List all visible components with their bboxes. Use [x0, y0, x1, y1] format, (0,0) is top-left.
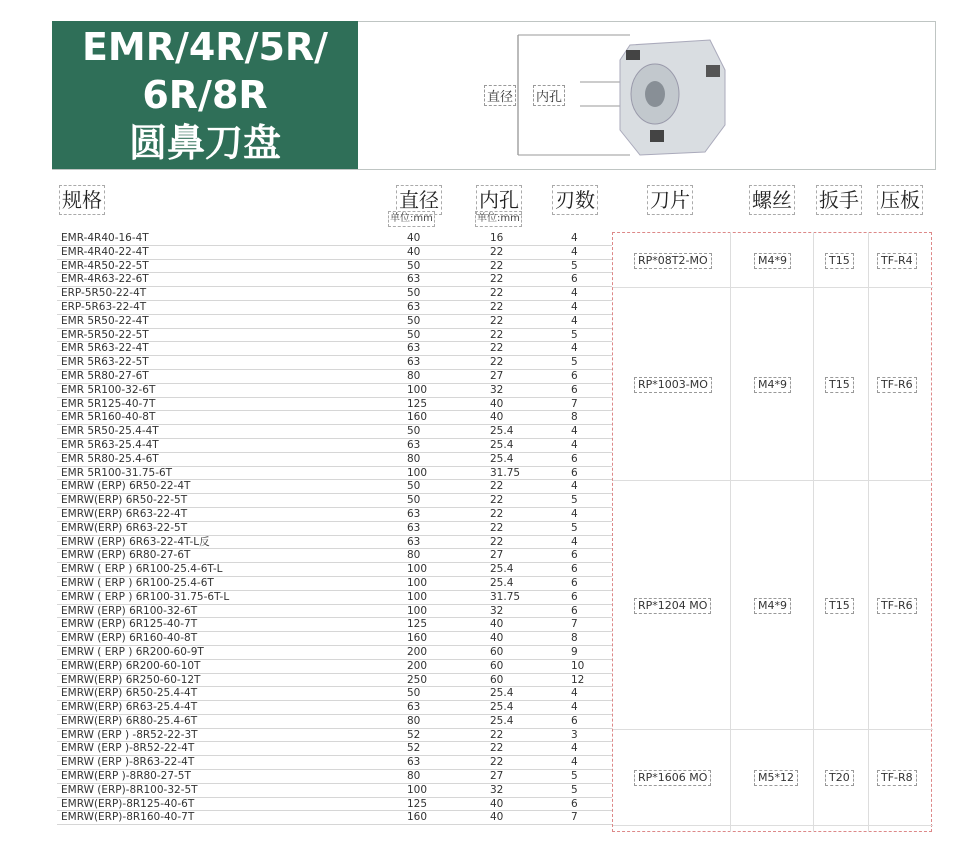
- wrench-cell: T20: [826, 771, 853, 785]
- row-bore: 32: [490, 604, 504, 617]
- row-diameter: 63: [407, 701, 421, 714]
- spec-table: [57, 232, 612, 825]
- row-diameter: 80: [407, 714, 421, 727]
- row-bore: 25.4: [490, 452, 514, 465]
- row-diameter: 200: [407, 659, 428, 672]
- row-spec: EMRW (ERP) 6R63-22-4T-L反: [61, 535, 210, 548]
- row-spec: EMRW(ERP) 6R63-22-5T: [61, 521, 188, 534]
- row-teeth: 5: [571, 521, 578, 534]
- row-spec: EMR-4R40-16-4T: [61, 232, 149, 244]
- row-teeth: 6: [571, 714, 578, 727]
- row-bore: 40: [490, 411, 504, 424]
- row-teeth: 4: [571, 507, 578, 520]
- row-spec: EMRW (ERP ) -8R52-22-3T: [61, 728, 198, 741]
- row-spec: ERP-5R63-22-4T: [61, 300, 147, 313]
- row-diameter: 160: [407, 632, 428, 645]
- row-spec: EMRW(ERP) 6R50-25.4-4T: [61, 687, 198, 700]
- table-row: [57, 508, 612, 522]
- row-diameter: 63: [407, 756, 421, 769]
- row-teeth: 4: [571, 232, 578, 244]
- row-spec: EMR 5R160-40-8T: [61, 411, 156, 424]
- row-spec: EMRW(ERP)-8R160-40-7T: [61, 811, 195, 824]
- table-row: [57, 646, 612, 660]
- table-row: [57, 536, 612, 550]
- wrench-cell: T15: [826, 378, 853, 392]
- title-line-3: 圆鼻刀盘: [128, 121, 281, 165]
- divider: [730, 232, 731, 832]
- table-row: [57, 701, 612, 715]
- table-row: [57, 384, 612, 398]
- table-row: [57, 425, 612, 439]
- table-row: [57, 674, 612, 688]
- row-bore: 32: [490, 383, 504, 396]
- row-diameter: 100: [407, 563, 428, 576]
- row-teeth: 9: [571, 645, 578, 658]
- row-diameter: 100: [407, 604, 428, 617]
- row-diameter: 50: [407, 425, 421, 438]
- table-row: [57, 439, 612, 453]
- table-row: [57, 577, 612, 591]
- table-row: [57, 260, 612, 274]
- row-diameter: 100: [407, 466, 428, 479]
- row-spec: EMRW (ERP) 6R125-40-7T: [61, 618, 198, 631]
- row-spec: EMR-5R50-22-5T: [61, 328, 149, 341]
- header-diameter: 直径: [399, 188, 439, 212]
- row-teeth: 12: [571, 673, 585, 686]
- table-row: [57, 591, 612, 605]
- table-row: [57, 246, 612, 260]
- row-bore: 40: [490, 797, 504, 810]
- row-teeth: 4: [571, 425, 578, 438]
- row-bore: 16: [490, 232, 504, 244]
- title-line-1: EMR/4R/5R/: [81, 25, 329, 69]
- row-diameter: 100: [407, 383, 428, 396]
- row-diameter: 50: [407, 480, 421, 493]
- row-bore: 22: [490, 480, 504, 493]
- row-teeth: 6: [571, 797, 578, 810]
- row-spec: EMRW (ERP) 6R160-40-8T: [61, 632, 198, 645]
- row-teeth: 5: [571, 494, 578, 507]
- clamp-cell: TF-R6: [878, 378, 916, 392]
- row-spec: EMRW (ERP) 6R50-22-4T: [61, 480, 191, 493]
- row-diameter: 50: [407, 259, 421, 272]
- row-teeth: 6: [571, 549, 578, 562]
- row-bore: 25.4: [490, 576, 514, 589]
- row-teeth: 4: [571, 480, 578, 493]
- row-diameter: 63: [407, 300, 421, 313]
- row-bore: 40: [490, 618, 504, 631]
- row-teeth: 6: [571, 576, 578, 589]
- row-spec: EMR 5R63-25.4-4T: [61, 438, 159, 451]
- row-bore: 22: [490, 742, 504, 755]
- row-diameter: 63: [407, 273, 421, 286]
- row-teeth: 4: [571, 342, 578, 355]
- row-teeth: 7: [571, 618, 578, 631]
- row-spec: EMR 5R63-22-5T: [61, 356, 149, 369]
- table-row: [57, 784, 612, 798]
- table-row: [57, 605, 612, 619]
- row-diameter: 50: [407, 494, 421, 507]
- table-row: [57, 301, 612, 315]
- table-row: [57, 522, 612, 536]
- row-bore: 32: [490, 783, 504, 796]
- row-diameter: 52: [407, 742, 421, 755]
- row-diameter: 63: [407, 507, 421, 520]
- row-spec: EMRW(ERP) 6R63-22-4T: [61, 507, 188, 520]
- row-bore: 22: [490, 494, 504, 507]
- row-teeth: 6: [571, 273, 578, 286]
- row-teeth: 7: [571, 811, 578, 824]
- cutter-illustration: [480, 30, 740, 160]
- row-spec: EMRW ( ERP ) 6R100-25.4-6T-L: [61, 563, 223, 576]
- table-row: [57, 494, 612, 508]
- row-spec: EMR 5R100-31.75-6T: [61, 466, 173, 479]
- row-teeth: 4: [571, 287, 578, 300]
- row-teeth: 5: [571, 770, 578, 783]
- screw-cell: M4*9: [755, 254, 790, 268]
- row-teeth: 5: [571, 783, 578, 796]
- cutter-diagram: [480, 30, 740, 160]
- row-spec: EMRW(ERP) 6R63-25.4-4T: [61, 701, 198, 714]
- row-teeth: 4: [571, 314, 578, 327]
- table-row: [57, 480, 612, 494]
- screw-cell: M5*12: [755, 771, 797, 785]
- table-row: [57, 563, 612, 577]
- table-row: [57, 729, 612, 743]
- row-spec: EMR-4R40-22-4T: [61, 245, 149, 258]
- row-teeth: 6: [571, 563, 578, 576]
- row-spec: EMR 5R100-32-6T: [61, 383, 156, 396]
- row-teeth: 6: [571, 452, 578, 465]
- table-row: [57, 715, 612, 729]
- row-diameter: 50: [407, 314, 421, 327]
- table-row: [57, 687, 612, 701]
- table-row: [57, 467, 612, 481]
- row-spec: EMRW(ERP) 6R50-22-5T: [61, 494, 188, 507]
- header-bore: 内孔: [479, 188, 519, 212]
- row-spec: EMR 5R50-25.4-4T: [61, 425, 159, 438]
- row-diameter: 52: [407, 728, 421, 741]
- row-diameter: 63: [407, 521, 421, 534]
- accessory-group: [613, 233, 933, 288]
- row-teeth: 4: [571, 687, 578, 700]
- row-bore: 27: [490, 770, 504, 783]
- header-insert: 刀片: [650, 188, 690, 212]
- row-teeth: 8: [571, 411, 578, 424]
- row-diameter: 50: [407, 287, 421, 300]
- row-diameter: 125: [407, 397, 428, 410]
- row-bore: 22: [490, 756, 504, 769]
- accessory-group: [613, 481, 933, 729]
- row-bore: 60: [490, 673, 504, 686]
- row-bore: 25.4: [490, 714, 514, 727]
- wrench-cell: T15: [826, 254, 853, 268]
- row-bore: 22: [490, 507, 504, 520]
- header-wrench: 扳手: [819, 188, 859, 212]
- row-bore: 60: [490, 659, 504, 672]
- header-teeth: 刃数: [555, 188, 595, 212]
- screw-cell: M4*9: [755, 378, 790, 392]
- table-row: [57, 811, 612, 825]
- row-teeth: 4: [571, 438, 578, 451]
- row-diameter: 80: [407, 369, 421, 382]
- insert-cell: RP*08T2-MO: [635, 254, 711, 268]
- row-teeth: 3: [571, 728, 578, 741]
- row-bore: 22: [490, 728, 504, 741]
- row-diameter: 80: [407, 452, 421, 465]
- table-row: [57, 370, 612, 384]
- row-bore: 22: [490, 245, 504, 258]
- table-row: [57, 756, 612, 770]
- row-bore: 27: [490, 369, 504, 382]
- table-row: [57, 549, 612, 563]
- table-row: [57, 329, 612, 343]
- row-teeth: 7: [571, 397, 578, 410]
- row-teeth: 10: [571, 659, 585, 672]
- row-teeth: 4: [571, 535, 578, 548]
- row-spec: EMR-4R50-22-5T: [61, 259, 149, 272]
- table-row: [57, 287, 612, 301]
- row-bore: 22: [490, 259, 504, 272]
- row-teeth: 4: [571, 701, 578, 714]
- row-spec: EMR 5R63-22-4T: [61, 342, 149, 355]
- row-diameter: 63: [407, 356, 421, 369]
- row-spec: EMRW (ERP) 6R80-27-6T: [61, 549, 191, 562]
- row-bore: 25.4: [490, 425, 514, 438]
- row-bore: 22: [490, 521, 504, 534]
- row-bore: 40: [490, 632, 504, 645]
- row-spec: EMR 5R50-22-4T: [61, 314, 149, 327]
- table-row: [57, 342, 612, 356]
- wrench-cell: T15: [826, 599, 853, 613]
- row-spec: EMRW (ERP)-8R100-32-5T: [61, 783, 198, 796]
- table-row: [57, 453, 612, 467]
- table-row: [57, 770, 612, 784]
- row-teeth: 6: [571, 590, 578, 603]
- table-row: [57, 356, 612, 370]
- row-diameter: 50: [407, 328, 421, 341]
- unit-label-diameter: 单位:mm: [390, 213, 433, 224]
- row-spec: EMRW ( ERP ) 6R100-31.75-6T-L: [61, 590, 230, 603]
- row-bore: 22: [490, 535, 504, 548]
- accessory-group: [613, 730, 933, 827]
- row-spec: EMR-4R63-22-6T: [61, 273, 149, 286]
- row-diameter: 250: [407, 673, 428, 686]
- row-bore: 22: [490, 314, 504, 327]
- row-spec: EMRW(ERP) 6R80-25.4-6T: [61, 714, 198, 727]
- row-bore: 31.75: [490, 466, 521, 479]
- row-bore: 22: [490, 356, 504, 369]
- title-line-2: 6R/8R: [142, 73, 268, 117]
- header-screw: 螺丝: [752, 188, 792, 212]
- row-diameter: 160: [407, 811, 428, 824]
- row-teeth: 6: [571, 383, 578, 396]
- table-row: [57, 273, 612, 287]
- row-bore: 22: [490, 287, 504, 300]
- row-diameter: 125: [407, 618, 428, 631]
- table-row: [57, 411, 612, 425]
- table-row: [57, 660, 612, 674]
- row-bore: 40: [490, 397, 504, 410]
- row-bore: 27: [490, 549, 504, 562]
- row-spec: EMRW(ERP) 6R200-60-10T: [61, 659, 201, 672]
- row-spec: EMRW(ERP )-8R80-27-5T: [61, 770, 191, 783]
- row-spec: EMRW(ERP)-8R125-40-6T: [61, 797, 195, 810]
- row-diameter: 40: [407, 245, 421, 258]
- row-teeth: 4: [571, 300, 578, 313]
- row-bore: 22: [490, 328, 504, 341]
- row-diameter: 80: [407, 549, 421, 562]
- clamp-cell: TF-R8: [878, 771, 916, 785]
- row-spec: EMR 5R125-40-7T: [61, 397, 156, 410]
- table-row: [57, 798, 612, 812]
- table-row: [57, 618, 612, 632]
- diameter-label: 直径: [485, 86, 515, 105]
- row-spec: EMRW(ERP) 6R250-60-12T: [61, 673, 201, 686]
- table-row: [57, 398, 612, 412]
- insert-cell: RP*1204 MO: [635, 599, 710, 613]
- divider: [813, 232, 814, 832]
- row-teeth: 5: [571, 356, 578, 369]
- row-bore: 40: [490, 811, 504, 824]
- clamp-cell: TF-R4: [878, 254, 916, 268]
- row-diameter: 50: [407, 687, 421, 700]
- row-diameter: 80: [407, 770, 421, 783]
- row-diameter: 200: [407, 645, 428, 658]
- row-teeth: 8: [571, 632, 578, 645]
- row-bore: 22: [490, 342, 504, 355]
- row-bore: 25.4: [490, 687, 514, 700]
- row-teeth: 6: [571, 369, 578, 382]
- accessory-table: [612, 232, 932, 832]
- header-clamp: 压板: [880, 188, 920, 212]
- row-bore: 22: [490, 300, 504, 313]
- row-diameter: 40: [407, 232, 421, 244]
- row-diameter: 100: [407, 590, 428, 603]
- row-teeth: 6: [571, 466, 578, 479]
- row-teeth: 5: [571, 259, 578, 272]
- row-diameter: 63: [407, 438, 421, 451]
- row-spec: EMRW ( ERP ) 6R200-60-9T: [61, 645, 204, 658]
- table-row: [57, 742, 612, 756]
- row-bore: 25.4: [490, 701, 514, 714]
- row-teeth: 5: [571, 328, 578, 341]
- row-bore: 60: [490, 645, 504, 658]
- unit-label-bore: 单位:mm: [477, 213, 520, 224]
- divider: [868, 232, 869, 832]
- row-bore: 31.75: [490, 590, 521, 603]
- row-spec: EMR 5R80-27-6T: [61, 369, 149, 382]
- row-diameter: 100: [407, 576, 428, 589]
- row-teeth: 4: [571, 756, 578, 769]
- title-panel: [52, 21, 358, 169]
- row-diameter: 63: [407, 342, 421, 355]
- row-teeth: 4: [571, 245, 578, 258]
- insert-cell: RP*1606 MO: [635, 771, 710, 785]
- row-diameter: 63: [407, 535, 421, 548]
- bore-label: 内孔: [534, 86, 564, 105]
- insert-cell: RP*1003-MO: [635, 378, 711, 392]
- row-diameter: 125: [407, 797, 428, 810]
- accessory-group: [613, 288, 933, 481]
- table-row: [57, 315, 612, 329]
- row-spec: EMRW ( ERP ) 6R100-25.4-6T: [61, 576, 214, 589]
- row-teeth: 6: [571, 604, 578, 617]
- header-spec: 规格: [62, 188, 102, 212]
- row-spec: EMRW (ERP )-8R63-22-4T: [61, 756, 195, 769]
- row-diameter: 160: [407, 411, 428, 424]
- row-bore: 25.4: [490, 563, 514, 576]
- screw-cell: M4*9: [755, 599, 790, 613]
- clamp-cell: TF-R6: [878, 599, 916, 613]
- row-spec: EMRW (ERP) 6R100-32-6T: [61, 604, 198, 617]
- row-spec: EMRW (ERP )-8R52-22-4T: [61, 742, 195, 755]
- row-teeth: 4: [571, 742, 578, 755]
- row-diameter: 100: [407, 783, 428, 796]
- row-spec: EMR 5R80-25.4-6T: [61, 452, 159, 465]
- table-row: [57, 232, 612, 246]
- row-spec: ERP-5R50-22-4T: [61, 287, 147, 300]
- row-bore: 22: [490, 273, 504, 286]
- row-bore: 25.4: [490, 438, 514, 451]
- table-row: [57, 632, 612, 646]
